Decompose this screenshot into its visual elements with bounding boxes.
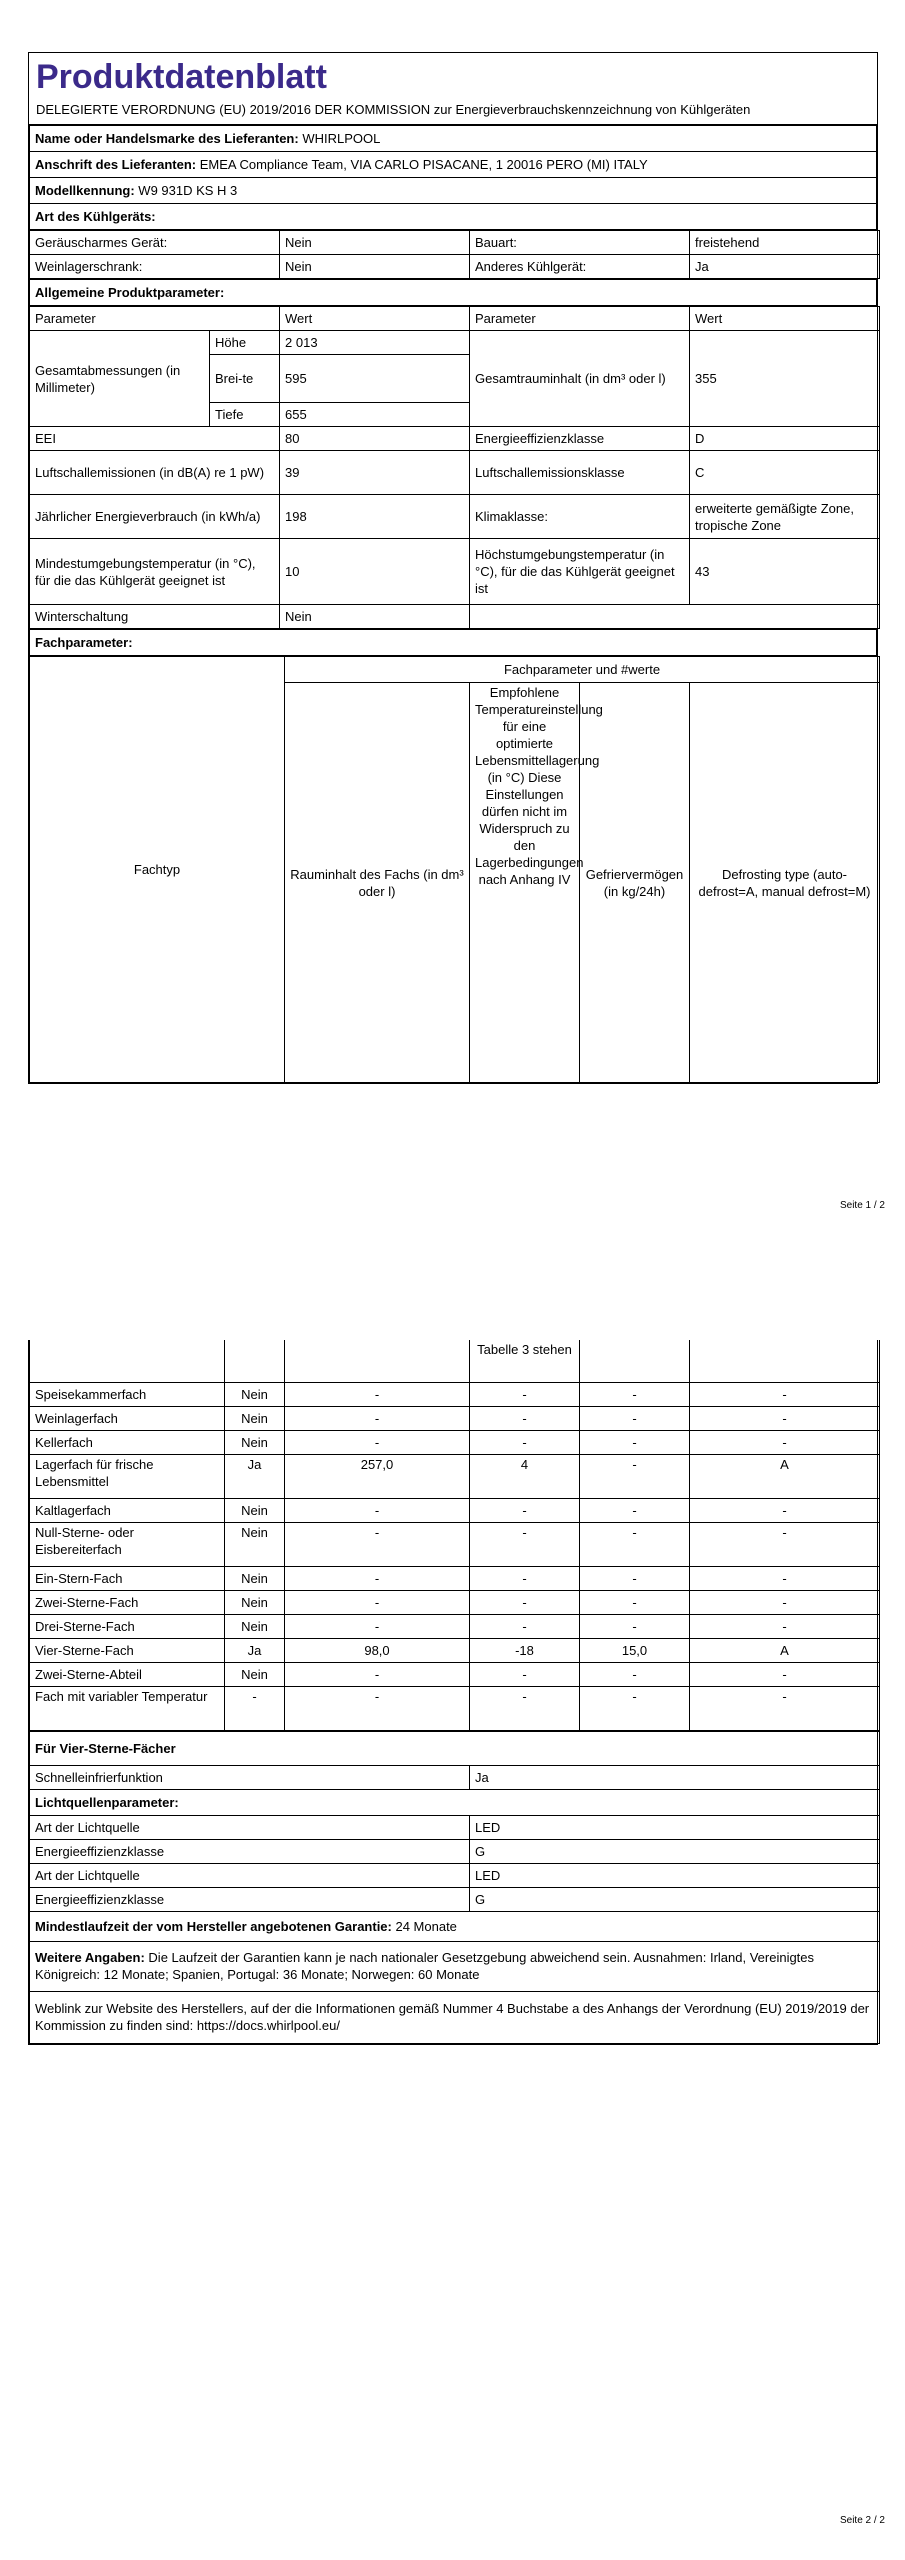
light-label: Art der Lichtquelle [30,1815,470,1839]
compartment-present: Nein [225,1590,285,1614]
compartment-freeze: - [580,1614,690,1638]
compartment-temp: - [470,1566,580,1590]
compartment-defrost: A [690,1638,880,1662]
noise-class-value: C [690,451,880,495]
compartment-present: Nein [225,1662,285,1686]
compartment-volume: - [285,1614,470,1638]
compartment-volume: - [285,1686,470,1730]
compartment-defrost: - [690,1662,880,1686]
datasheet-frame-1 [28,52,878,1084]
light-label: Energieeffizienzklasse [30,1887,470,1911]
table-row [30,1522,880,1566]
supplier-table [29,125,877,230]
type-table [29,230,880,279]
datasheet-frame-2 [28,1340,878,2045]
depth-value: 655 [280,403,470,427]
compartment-defrost: - [690,1406,880,1430]
compartment-heading: Fachparameter: [30,630,877,656]
max-temp-value: 43 [690,539,880,605]
compartment-volume: - [285,1590,470,1614]
model-value: W9 931D KS H 3 [138,183,238,198]
compartment-temp: - [470,1662,580,1686]
table-row [30,1382,880,1406]
compartment-temp: -18 [470,1638,580,1662]
model-label: Modellkennung: [35,183,135,198]
compartment-present: Nein [225,1498,285,1522]
further-info-text: Die Laufzeit der Garantien kann je nach nationaler Gesetzgebung abweichend sein. Ausnahmen: Irland, Vereinigtes Königreich: 12 Monate; Spanien, Portugal: 36 Monate; Norwegen: 60 Monate [35,1950,815,1982]
energy-consumption-label: Jährlicher Energieverbrauch (in kWh/a) [30,495,280,539]
compartment-temp: - [470,1614,580,1638]
compartment-freeze: - [580,1382,690,1406]
general-heading: Allgemeine Produktparameter: [30,280,877,306]
type-label: Geräuscharmes Gerät: [30,231,280,255]
table-row [30,1686,880,1730]
compartment-present: Nein [225,1566,285,1590]
compartment-name: Null-Sterne- oder Eisbereiterfach [30,1522,225,1566]
four-star-table [29,1731,880,2044]
energy-class-label: Energieeffizienzklasse [470,427,690,451]
col-freezing-capacity: Gefriervermögen (in kg/24h) [580,683,690,1083]
winter-label: Winterschaltung [30,605,280,629]
type-value: Nein [280,231,470,255]
table-row [30,1614,880,1638]
compartment-volume: - [285,1662,470,1686]
compartment-freeze: - [580,1566,690,1590]
further-info-label: Weitere Angaben: [35,1950,145,1965]
compartment-freeze: - [580,1662,690,1686]
col-defrost-type: Defrosting type (auto-defrost=A, manual defrost=M) [690,683,880,1083]
compartment-defrost: - [690,1522,880,1566]
compartment-present: Nein [225,1522,285,1566]
compartment-name: Vier-Sterne-Fach [30,1638,225,1662]
volume-value: 355 [690,331,880,427]
compartment-defrost: A [690,1454,880,1498]
compartment-volume: - [285,1430,470,1454]
energy-class-value: D [690,427,880,451]
compartment-table [29,1340,880,1731]
volume-label: Gesamtrauminhalt (in dm³ oder l) [470,331,690,427]
type-label: Weinlagerschrank: [30,255,280,279]
compartment-volume: - [285,1566,470,1590]
compartment-present: Nein [225,1614,285,1638]
type-section-heading: Art des Kühlgeräts: [30,204,877,230]
winter-value: Nein [280,605,470,629]
compartment-heading-table [29,629,877,656]
weblink-text: Weblink zur Website des Herstellers, auf der die Informationen gemäß Nummer 4 Buchstabe a des Anhangs der Verordnung (EU) 2019/2019 der Kommission zu finden sind: [35,2001,870,2033]
dimensions-label: Gesamtabmessungen (in Millimeter) [30,331,210,427]
light-label: Energieeffizienzklasse [30,1839,470,1863]
compartment-temp: - [470,1406,580,1430]
compartment-freeze: - [580,1590,690,1614]
compartment-freeze: - [580,1522,690,1566]
compartment-present: Nein [225,1382,285,1406]
col-temperature-continued: Tabelle 3 stehen [470,1340,580,1382]
compartment-temp: - [470,1382,580,1406]
height-label: Höhe [210,331,280,355]
min-temp-value: 10 [280,539,470,605]
compartment-freeze: - [580,1430,690,1454]
light-value: G [470,1887,880,1911]
col-fachtyp: Fachtyp [30,657,285,1083]
general-heading-table [29,279,877,306]
table-row [30,1638,880,1662]
page-2 [0,1280,905,2560]
compartment-defrost: - [690,1590,880,1614]
supplier-address-value: EMEA Compliance Team, VIA CARLO PISACANE, 1 20016 PERO (MI) ITALY [199,157,648,172]
compartment-name: Fach mit variabler Temperatur [30,1686,225,1730]
compartment-volume: 257,0 [285,1454,470,1498]
type-label: Anderes Kühlgerät: [470,255,690,279]
light-value: G [470,1839,880,1863]
climate-class-value: erweiterte gemäßigte Zone, tropische Zone [690,495,880,539]
compartment-name: Kellerfach [30,1430,225,1454]
compartment-name: Ein-Stern-Fach [30,1566,225,1590]
table-row [30,1406,880,1430]
eei-value: 80 [280,427,470,451]
compartment-name: Drei-Sterne-Fach [30,1614,225,1638]
light-label: Art der Lichtquelle [30,1863,470,1887]
light-heading: Lichtquellenparameter: [30,1789,880,1815]
type-label: Bauart: [470,231,690,255]
compartment-name: Lagerfach für frische Lebensmittel [30,1454,225,1498]
width-label: Brei-te [210,355,280,403]
quick-freeze-label: Schnelleinfrierfunktion [30,1765,470,1789]
compartment-temp: - [470,1522,580,1566]
compartment-name: Speisekammerfach [30,1382,225,1406]
table-row [30,255,880,279]
compartment-present: Nein [225,1430,285,1454]
type-value: Nein [280,255,470,279]
table-row [30,231,880,255]
compartment-volume: - [285,1382,470,1406]
compartment-freeze: - [580,1498,690,1522]
page-title: Produktdatenblatt [36,58,327,96]
general-table [29,306,880,629]
compartment-freeze: 15,0 [580,1638,690,1662]
compartment-present: - [225,1686,285,1730]
warranty-label: Mindestlaufzeit der vom Hersteller angebotenen Garantie: [35,1918,392,1934]
compartment-name: Weinlagerfach [30,1406,225,1430]
table-row [30,1590,880,1614]
max-temp-label: Höchstumgebungstemperatur (in °C), für die das Kühlgerät geeignet ist [470,539,690,605]
page-number-2: Seite 2 / 2 [839,2515,885,2526]
weblink-url[interactable]: https://docs.whirlpool.eu/ [196,2018,340,2033]
compartment-defrost: - [690,1566,880,1590]
compartment-freeze: - [580,1406,690,1430]
depth-label: Tiefe [210,403,280,427]
climate-class-label: Klimaklasse: [470,495,690,539]
col-temperature: Empfohlene Temperatureinstellung für eine optimierte Lebensmittellagerung (in °C) Diese Einstellungen dürfen nicht im Widerspruch zu den Lagerbedingungen nach Anhang IV [470,683,580,1083]
width-value: 595 [280,355,470,403]
warranty-value: 24 Monate [395,1918,457,1934]
quick-freeze-value: Ja [470,1765,880,1789]
supplier-address-label: Anschrift des Lieferanten: [35,157,197,172]
light-value: LED [470,1815,880,1839]
page-number-1: Seite 1 / 2 [839,1200,885,1211]
noise-label: Luftschallemissionen (in dB(A) re 1 pW) [30,451,280,495]
noise-class-label: Luftschallemissionsklasse [470,451,690,495]
compartment-defrost: - [690,1382,880,1406]
type-value: freistehend [690,231,880,255]
compartment-defrost: - [690,1686,880,1730]
compartment-present: Ja [225,1638,285,1662]
compartment-defrost: - [690,1430,880,1454]
table-row [30,1430,880,1454]
height-value: 2 013 [280,331,470,355]
compartment-name: Kaltlagerfach [30,1498,225,1522]
compartment-defrost: - [690,1498,880,1522]
table-row [30,1566,880,1590]
compartment-temp: - [470,1430,580,1454]
energy-consumption-value: 198 [280,495,470,539]
compartment-volume: - [285,1498,470,1522]
noise-value: 39 [280,451,470,495]
compartment-freeze: - [580,1454,690,1498]
table-row [30,1498,880,1522]
compartment-temp: 4 [470,1454,580,1498]
col-volume: Rauminhalt des Fachs (in dm³ oder l) [285,683,470,1083]
supplier-name-value: WHIRLPOOL [302,131,381,146]
compartment-freeze: - [580,1686,690,1730]
col-header-parameter: Parameter [30,307,280,331]
compartment-header-table [29,656,880,1083]
compartment-rows [30,1382,880,1730]
col-header-parameter-2: Parameter [470,307,690,331]
compartment-temp: - [470,1498,580,1522]
four-star-heading: Für Vier-Sterne-Fächer [30,1731,880,1765]
table-row [30,1454,880,1498]
eei-label: EEI [30,427,280,451]
col-header-value: Wert [280,307,470,331]
compartment-group-header: Fachparameter und #werte [285,657,880,683]
compartment-temp: - [470,1686,580,1730]
regulation-text: DELEGIERTE VERORDNUNG (EU) 2019/2016 DER KOMMISSION zur Energieverbrauchskennzeichnung von Kühlgeräten [29,99,877,125]
min-temp-label: Mindestumgebungstemperatur (in °C), für die das Kühlgerät geeignet ist [30,539,280,605]
compartment-present: Nein [225,1406,285,1430]
compartment-defrost: - [690,1614,880,1638]
compartment-volume: 98,0 [285,1638,470,1662]
supplier-name-label: Name oder Handelsmarke des Lieferanten: [35,131,299,146]
compartment-present: Ja [225,1454,285,1498]
compartment-volume: - [285,1406,470,1430]
type-value: Ja [690,255,880,279]
compartment-temp: - [470,1590,580,1614]
table-row [30,1662,880,1686]
compartment-volume: - [285,1522,470,1566]
light-value: LED [470,1863,880,1887]
col-header-value-2: Wert [690,307,880,331]
compartment-name: Zwei-Sterne-Abteil [30,1662,225,1686]
compartment-name: Zwei-Sterne-Fach [30,1590,225,1614]
